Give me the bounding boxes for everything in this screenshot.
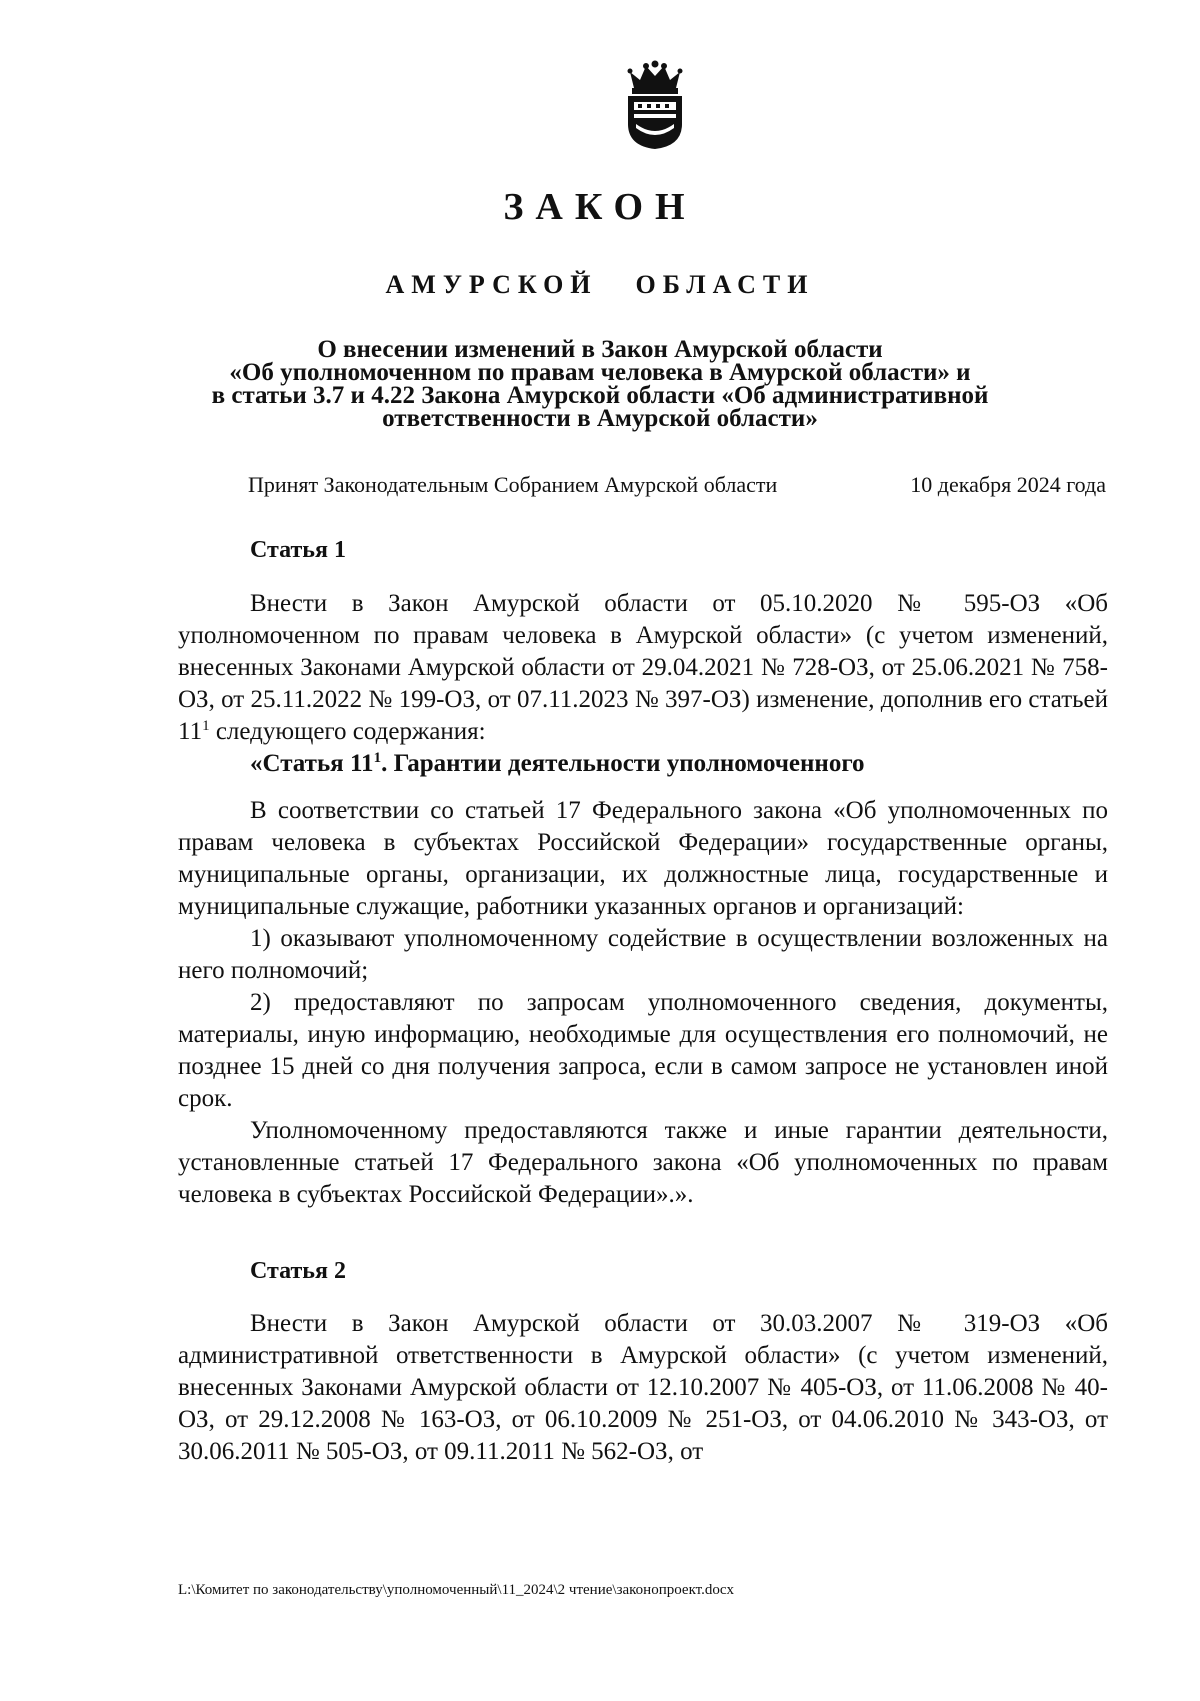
law-title: ЗАКОН	[503, 186, 697, 228]
subject-line: О внесении изменений в Закон Амурской области	[317, 336, 883, 363]
quote-heading-text-end: . Гарантии деятельности уполномоченного	[381, 750, 865, 777]
adoption-statement: Принят Законодательным Собранием Амурской области	[248, 472, 778, 497]
subject-line: ответственности в Амурской области»	[382, 405, 818, 432]
list-item-1: 1) оказывают уполномоченному содействие в осуществлении возложенных на него полномочий;	[178, 925, 1108, 984]
article-2-heading: Статья 2	[250, 1258, 346, 1284]
law-subject	[140, 338, 1060, 430]
file-path-footer: L:\Комитет по законодательству\уполномоченный\11_2024\2 чтение\законопроект.docx	[178, 1582, 734, 1598]
list-item-2: 2) предоставляют по запросам уполномоченного сведения, документы, материалы, иную информацию, необходимые для осуществления его полномочий, не позднее 15 дней со дня получения запроса, если в самом запросе не установлен иной срок.	[178, 989, 1108, 1112]
quote-heading-text: «Статья 11	[250, 750, 374, 777]
intro-text: Внести в Закон Амурской области от 05.10.2020 № 595-ОЗ «Об уполномоченном по правам человека в Амурской области» (с учетом изменений, внесенных Законами Амурской области от 29.04.2021 № 728-ОЗ, от 25.06.2021 № 758-ОЗ, от 25.11.2022 № 199-ОЗ, от 07.11.2023 № 397-ОЗ) изменение, дополнив его статьей 11	[178, 590, 1108, 745]
region-name	[0, 270, 1200, 300]
article-11-1-body	[178, 795, 1108, 1211]
superscript: 1	[202, 718, 210, 734]
subject-line: «Об уполномоченном по правам человека в Амурской области» и	[229, 359, 971, 386]
subject-line: в статьи 3.7 и 4.22 Закона Амурской области «Об административной	[211, 382, 989, 409]
adoption-date: 10 декабря 2024 года	[910, 472, 1106, 497]
amur-region-coat-of-arms-emblem	[620, 58, 690, 150]
paragraph: В соответствии со статьей 17 Федерального закона «Об уполномоченных по правам человека в субъектах Российской Федерации» государственные органы, муниципальные органы, организации, их должностные лица, государственные и муниципальные служащие, работники указанных органов и организаций:	[178, 797, 1108, 920]
intro-text-end: следующего содержания:	[209, 718, 486, 745]
region-name-word-1: АМУРСКОЙ	[385, 270, 598, 299]
region-name-word-2: ОБЛАСТИ	[635, 270, 815, 299]
article-1-intro	[178, 588, 1108, 748]
article-2-body	[178, 1308, 1108, 1468]
article-1-body	[178, 588, 1108, 780]
article-1-heading: Статья 1	[250, 537, 346, 563]
paragraph: Внести в Закон Амурской области от 30.03.2007 № 319-ОЗ «Об административной ответственности в Амурской области» (с учетом изменений, внесенных Законами Амурской области от 12.10.2007 № 405-ОЗ, от 11.06.2008 № 40-ОЗ, от 29.12.2008 № 163-ОЗ, от 06.10.2009 № 251-ОЗ, от 04.06.2010 № 343-ОЗ, от 30.06.2011 № 505-ОЗ, от 09.11.2011 № 562-ОЗ, от	[178, 1310, 1108, 1465]
paragraph: Уполномоченному предоставляются также и иные гарантии деятельности, установленные статьей 17 Федерального закона «Об уполномоченных по правам человека в субъектах Российской Федерации».».	[178, 1117, 1108, 1208]
article-11-1-heading	[178, 748, 1108, 780]
superscript: 1	[373, 750, 382, 766]
